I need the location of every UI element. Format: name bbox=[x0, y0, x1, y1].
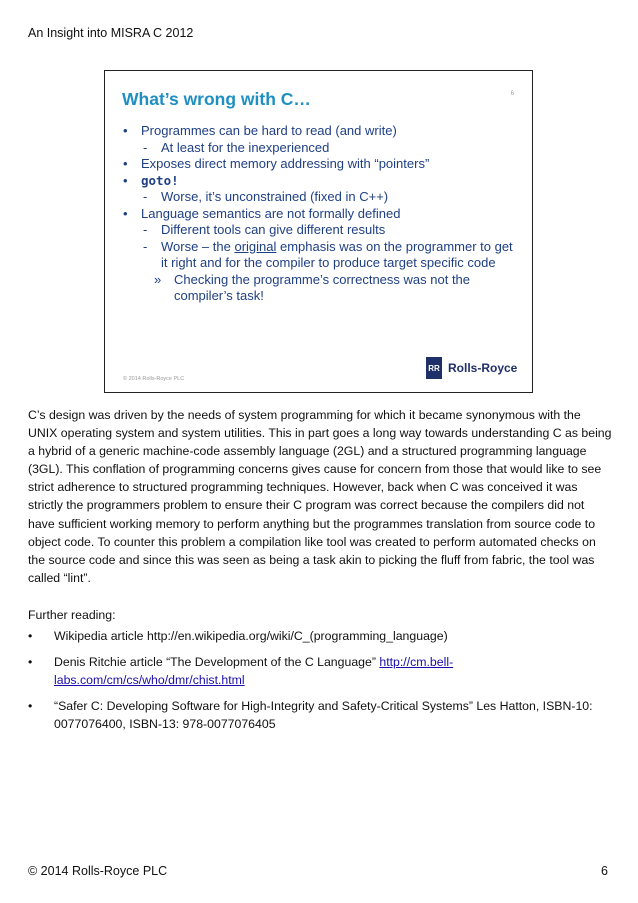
reference-item: • Denis Ritchie article “The Development of the C Language” http://cm.bell-labs.com/cm/cs/who/dmr/chist.html bbox=[28, 655, 454, 688]
slide-bullet: • Language semantics are not formally defined bbox=[123, 205, 401, 221]
bullet-marker: • bbox=[123, 123, 128, 138]
slide-bullet: • Programmes can be hard to read (and write) bbox=[123, 123, 397, 138]
slide-sub-bullet: - Different tools can give different results bbox=[143, 222, 386, 237]
slide-number: 6 bbox=[510, 91, 514, 97]
further-reading-label: Further reading: bbox=[28, 608, 116, 622]
slide-image bbox=[104, 70, 533, 393]
running-header: An Insight into MISRA C 2012 bbox=[28, 26, 194, 40]
rolls-royce-logo bbox=[426, 357, 517, 379]
reference-item: • Wikipedia article http://en.wikipedia.org/wiki/C_(programming_language) bbox=[28, 627, 613, 645]
slide-bullet: • Exposes direct memory addressing with “pointers” bbox=[123, 156, 430, 171]
slide-title: What’s wrong with C… bbox=[122, 89, 311, 109]
page-number: 6 bbox=[601, 864, 608, 878]
reference-item: • “Safer C: Developing Software for High-Integrity and Safety-Critical Systems” Les Hatton, ISBN-10: 0077076400, ISBN-13: 978-0077076405 bbox=[28, 699, 593, 732]
bullet-marker: • bbox=[28, 655, 33, 670]
slide-bullet-list bbox=[122, 123, 522, 305]
slide-bullet: • goto! bbox=[123, 172, 179, 188]
slide-sub-bullet: - Worse – the original emphasis was on the programmer to get it right and for the compiler to produce target specific code bbox=[143, 238, 513, 270]
slide-sub-bullet: - Worse, it’s unconstrained (fixed in C++) bbox=[143, 189, 389, 204]
rr-emblem-icon: RR bbox=[426, 357, 442, 379]
slide-sub-sub-bullet: » Checking the programme’s correctness was not the compiler’s task! bbox=[154, 271, 471, 303]
slide-copyright: © 2014 Rolls-Royce PLC bbox=[123, 376, 185, 382]
body-paragraph: C’s design was driven by the needs of system programming for which it became synonymous with the UNIX operating system and system utilities. This in part goes a long way towards understanding C as being a hybrid of a generic machine-code assembly language (2GL) and a structured programming language (3GL). This conflation of programming concerns gives cause for concern from those that would like to see strict adherence to structured programming techniques. However, back when C was conceived it was strictly the programmers problem to ensure their C program was correct because the compilers did not have sufficient working memory to perform anything but the programmes translation from source code to object code. To counter this problem a compilation like tool was created to perform automated checks on the source code and since this was seen as being a task akin to picking the fluff from fabric, the tool was called “lint”. bbox=[28, 408, 612, 585]
dash-marker: - bbox=[143, 238, 148, 254]
bullet-marker: • bbox=[28, 629, 33, 643]
slide-sub-bullet: - At least for the inexperienced bbox=[143, 139, 330, 155]
bullet-marker: • bbox=[123, 156, 128, 171]
dash-marker: - bbox=[143, 222, 148, 237]
rr-wordmark: Rolls-Royce bbox=[448, 361, 518, 375]
reference-link[interactable]: http://cm.bell-labs.com/cm/cs/who/dmr/chist.html bbox=[54, 655, 454, 688]
footer-copyright: © 2014 Rolls-Royce PLC bbox=[28, 864, 168, 878]
dash-marker: - bbox=[143, 189, 148, 204]
dash-marker: - bbox=[143, 139, 148, 155]
reference-list bbox=[28, 627, 613, 741]
bullet-marker: • bbox=[123, 205, 128, 221]
bullet-marker: • bbox=[28, 699, 33, 714]
chevron-marker: » bbox=[154, 271, 162, 287]
bullet-marker: • bbox=[123, 172, 128, 188]
